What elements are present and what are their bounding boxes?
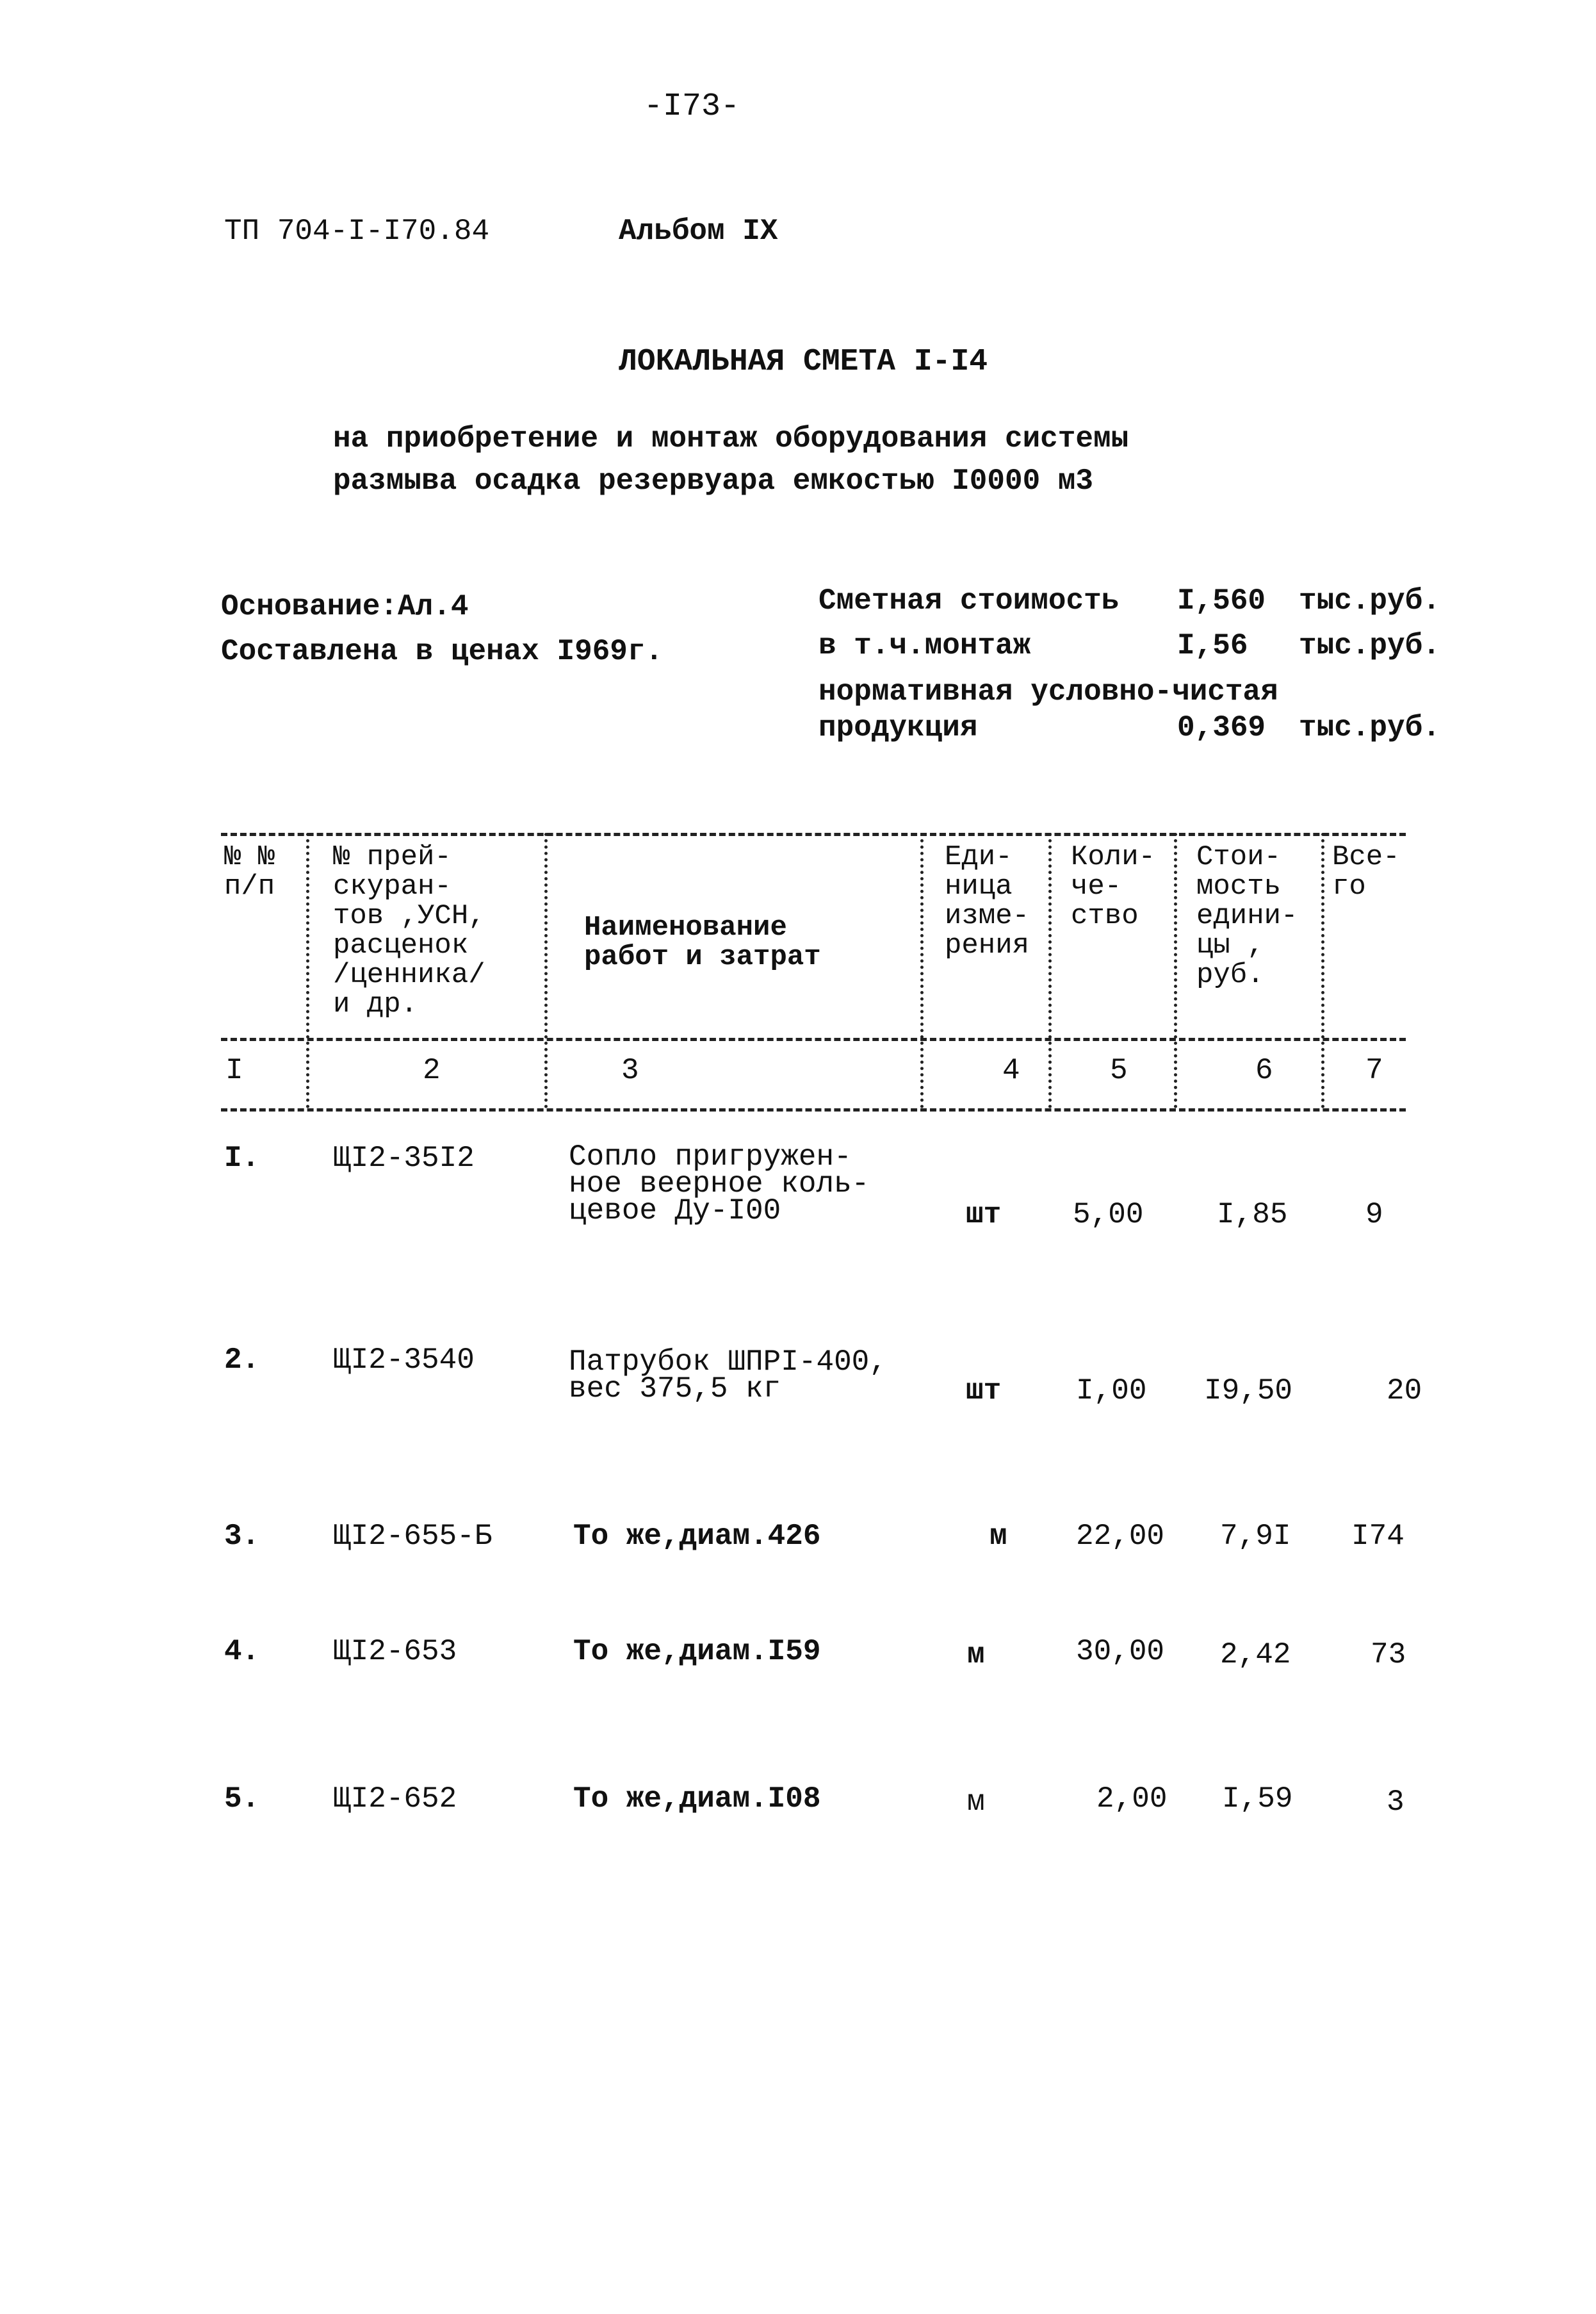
row-number: 2. (224, 1343, 260, 1377)
row-quantity: 5,00 (1073, 1198, 1144, 1231)
column-divider-2 (544, 833, 548, 1108)
install-cost-unit: тыс.руб. (1299, 629, 1440, 662)
install-cost-label: в т.ч.монтаж (818, 629, 1031, 662)
row-code: ЩI2-652 (333, 1782, 457, 1816)
header-price-code: № прей- скуран- тов ,УСН, расценок /ценника/ и др. (333, 841, 485, 1021)
row-number: 4. (224, 1635, 260, 1668)
cost-summary (818, 584, 1459, 746)
row-unit: шт (966, 1374, 1002, 1407)
row-unit-cost: 7,9I (1220, 1520, 1291, 1553)
row-number: 3. (224, 1520, 260, 1553)
install-cost-row (818, 629, 1459, 674)
header-name: Наименование работ и затрат (584, 912, 821, 973)
column-divider-3 (920, 833, 924, 1108)
row-total: 73 (1371, 1638, 1406, 1671)
table-numbers-rule (221, 1108, 1406, 1112)
row-number: 5. (224, 1782, 260, 1816)
row-unit: м (967, 1638, 985, 1671)
estimate-cost-unit: тыс.руб. (1299, 584, 1440, 618)
column-number-5: 5 (1110, 1054, 1128, 1087)
row-name: То же,диам.426 (573, 1520, 821, 1553)
row-quantity: 22,00 (1076, 1520, 1165, 1553)
row-number: I. (224, 1142, 260, 1175)
product-unit: тыс.руб. (1299, 711, 1440, 744)
table-top-rule (221, 833, 1406, 836)
row-unit-cost: I,59 (1222, 1782, 1293, 1816)
normative-label: нормативная условно-чистая (818, 675, 1278, 709)
product-row (818, 710, 1459, 746)
page-number: -I73- (644, 88, 740, 125)
row-name: Патрубок ШПРI-400, вес 375,5 кг (569, 1345, 887, 1406)
row-code: ЩI2-653 (333, 1635, 457, 1668)
column-divider-4 (1048, 833, 1052, 1108)
compiled-text: Составлена в ценах I969г. (221, 635, 664, 668)
row-total: 20 (1387, 1374, 1422, 1407)
row-name: То же,диам.I08 (573, 1782, 821, 1816)
estimate-cost-label: Сметная стоимость (818, 584, 1120, 618)
header-unit: Еди- ница изме- рения (945, 841, 1030, 962)
install-cost-value: I,56 (1177, 629, 1248, 662)
row-unit: шт (966, 1198, 1002, 1231)
row-total: 9 (1365, 1198, 1383, 1231)
document-title: ЛОКАЛЬНАЯ СМЕТА I-I4 (619, 345, 988, 379)
column-number-4: 4 (1002, 1054, 1020, 1087)
row-unit: м (967, 1785, 985, 1819)
row-unit-cost: I9,50 (1204, 1374, 1293, 1407)
column-divider-1 (306, 833, 309, 1108)
estimate-cost-value: I,560 (1177, 584, 1266, 618)
header-unit-cost: Стои- мость едини- цы , руб. (1196, 841, 1298, 991)
row-unit-cost: 2,42 (1220, 1638, 1291, 1671)
column-number-7: 7 (1365, 1054, 1383, 1087)
estimate-cost-row (818, 584, 1459, 629)
row-name: Сопло пригружен- ное веерное коль- цевое Ду-I00 (569, 1140, 870, 1227)
header-quantity: Коли- че- ство (1071, 841, 1156, 932)
normative-row (818, 674, 1459, 710)
row-code: ЩI2-655-Б (333, 1520, 493, 1553)
basis-text: Основание:Ал.4 (221, 590, 469, 623)
row-quantity: 2,00 (1096, 1782, 1168, 1816)
header-row-number: № № п/п (224, 841, 275, 903)
row-code: ЩI2-35I2 (333, 1142, 475, 1175)
row-unit: м (989, 1520, 1007, 1553)
column-number-2: 2 (423, 1054, 441, 1087)
row-unit-cost: I,85 (1217, 1198, 1288, 1231)
basis-block (221, 584, 663, 674)
table-header-rule (221, 1038, 1406, 1041)
row-total: 3 (1387, 1785, 1405, 1819)
product-label: продукция (818, 711, 978, 744)
row-quantity: I,00 (1076, 1374, 1147, 1407)
document-subtitle: на приобретение и монтаж оборудования системы размыва осадка резервуара емкостью I0000 м3 (333, 422, 1129, 498)
album-label: Альбом IX (619, 215, 778, 248)
column-number-3: 3 (621, 1054, 639, 1087)
row-code: ЩI2-3540 (333, 1343, 475, 1377)
column-number-1: I (225, 1054, 243, 1087)
row-quantity: 30,00 (1076, 1635, 1165, 1668)
document-code: ТП 704-I-I70.84 (224, 215, 490, 248)
row-total: I74 (1351, 1520, 1405, 1553)
row-name: То же,диам.I59 (573, 1635, 821, 1668)
column-number-6: 6 (1255, 1054, 1273, 1087)
column-divider-5 (1174, 833, 1177, 1108)
column-divider-6 (1321, 833, 1324, 1108)
product-value: 0,369 (1177, 711, 1266, 744)
header-total: Все- го (1332, 841, 1400, 903)
